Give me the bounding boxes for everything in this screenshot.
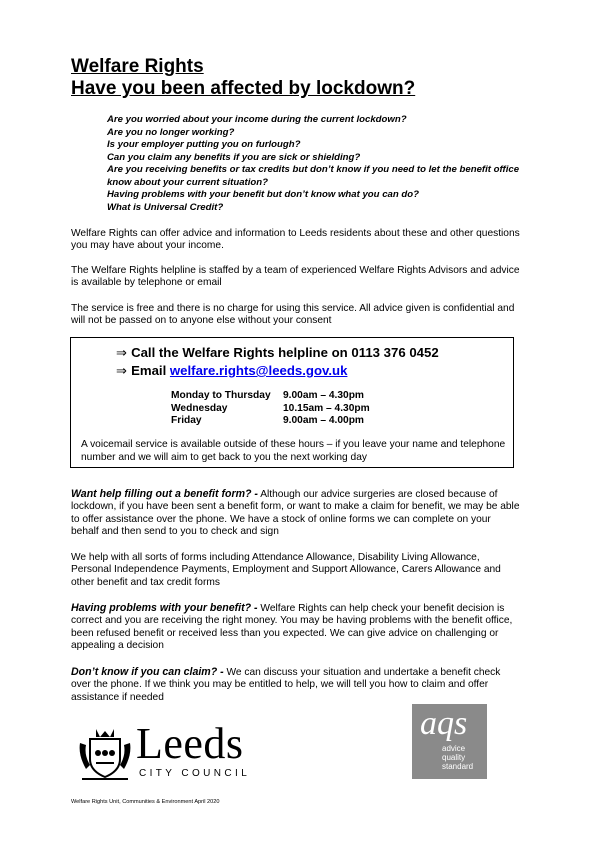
problems-heading: Having problems with your benefit? - (71, 602, 258, 614)
coat-of-arms-icon (76, 725, 134, 783)
service-paragraph: The service is free and there is no charge for using this service. All advice given is confidential and will not be passed on to anyone else without your consent (71, 303, 515, 327)
claim-heading: Don’t know if you can claim? - (71, 666, 224, 678)
hours-day: Monday to Thursday (171, 390, 271, 401)
forms-list-paragraph: We help with all sorts of forms including Attendance Allowance, Disability Living Allowance, Personal Independence Payments, Employment and Support Allowance, Carers Allowance and other benefit and tax credit forms (71, 552, 501, 588)
aqs-caption-line: standard (442, 762, 474, 771)
claim-text: We can discuss your situation and undertake a benefit check over the phone. If we think you may be entitled to help, we will tell you how to claim and offer assistance if needed (71, 667, 501, 703)
aqs-mark: aqs (420, 705, 468, 742)
arrow-right-icon: ⇒ (116, 363, 128, 378)
forms-section (71, 488, 521, 539)
page-subtitle: Have you been affected by lockdown? (71, 78, 416, 99)
voicemail-note: A voicemail service is available outside of these hours – if you leave your name and telephone number and we will aim to get back to you the next working day (81, 439, 506, 463)
hours-time: 9.00am – 4.30pm (283, 390, 364, 401)
question-item: Is your employer putting you on furlough? (107, 139, 301, 150)
footer-credit: Welfare Rights Unit, Communities & Environment April 2020 (71, 799, 220, 805)
email-line (116, 363, 347, 379)
forms-text: Although our advice surgeries are closed because of lockdown, if you have been sent a benefit form, or want to make a claim for benefit, we may be able to offer assistance over the phone. We have a stock of online forms we can complete on your behalf and then send to you to check and sign (71, 489, 520, 538)
problems-section (71, 602, 521, 653)
call-text: Call the Welfare Rights helpline on 0113 376 0452 (131, 345, 439, 360)
arrow-right-icon: ⇒ (116, 345, 128, 360)
email-link[interactable]: welfare.rights@leeds.gov.uk (169, 363, 348, 378)
leeds-city-council-logo (76, 719, 266, 785)
helpline-paragraph: The Welfare Rights helpline is staffed by a team of experienced Welfare Rights Advisors and advice is available by telephone or email (71, 265, 520, 289)
hours-row (171, 390, 370, 403)
opening-hours (171, 390, 370, 428)
hours-row (171, 403, 370, 416)
hours-time: 9.00am – 4.00pm (283, 415, 364, 427)
aqs-caption-line: advice (442, 744, 466, 753)
page-title: Welfare Rights (71, 56, 204, 77)
hours-day: Friday (171, 415, 202, 427)
question-item: What is Universal Credit? (107, 201, 224, 213)
email-label: Email (131, 363, 167, 378)
aqs-caption (442, 744, 473, 771)
claim-section (71, 666, 521, 704)
hours-time: 10.15am – 4.30pm (283, 402, 370, 414)
question-item: Having problems with your benefit but don’t know what you can do? (107, 189, 419, 200)
question-list (107, 114, 527, 214)
question-item: Are you worried about your income during the current lockdown? (107, 114, 407, 125)
forms-heading: Want help filling out a benefit form? - (71, 488, 258, 500)
aqs-caption-line: quality (442, 753, 466, 762)
contact-box (70, 337, 514, 468)
question-item: Are you receiving benefits or tax credits but don’t know if you need to let the benefit office know about your current situation? (107, 164, 520, 188)
question-item: Can you claim any benefits if you are sick or shielding? (107, 151, 361, 163)
call-line (116, 345, 439, 361)
hours-day: Wednesday (171, 402, 228, 414)
advice-quality-standard-logo (412, 704, 487, 779)
intro-paragraph: Welfare Rights can offer advice and information to Leeds residents about these and other questions you may have about your income. (71, 228, 520, 252)
leeds-wordmark: Leeds (136, 719, 244, 768)
problems-text: Welfare Rights can help check your benefit decision is correct and you are receiving the right money. You may be having problems with the benefit office, been refused benefit or received less than you expected. We can give advice on challenging or appealing a decision (71, 603, 513, 652)
hours-row (171, 415, 370, 428)
city-council-wordmark: CITY COUNCIL (139, 768, 251, 779)
question-item: Are you no longer working? (107, 126, 235, 138)
